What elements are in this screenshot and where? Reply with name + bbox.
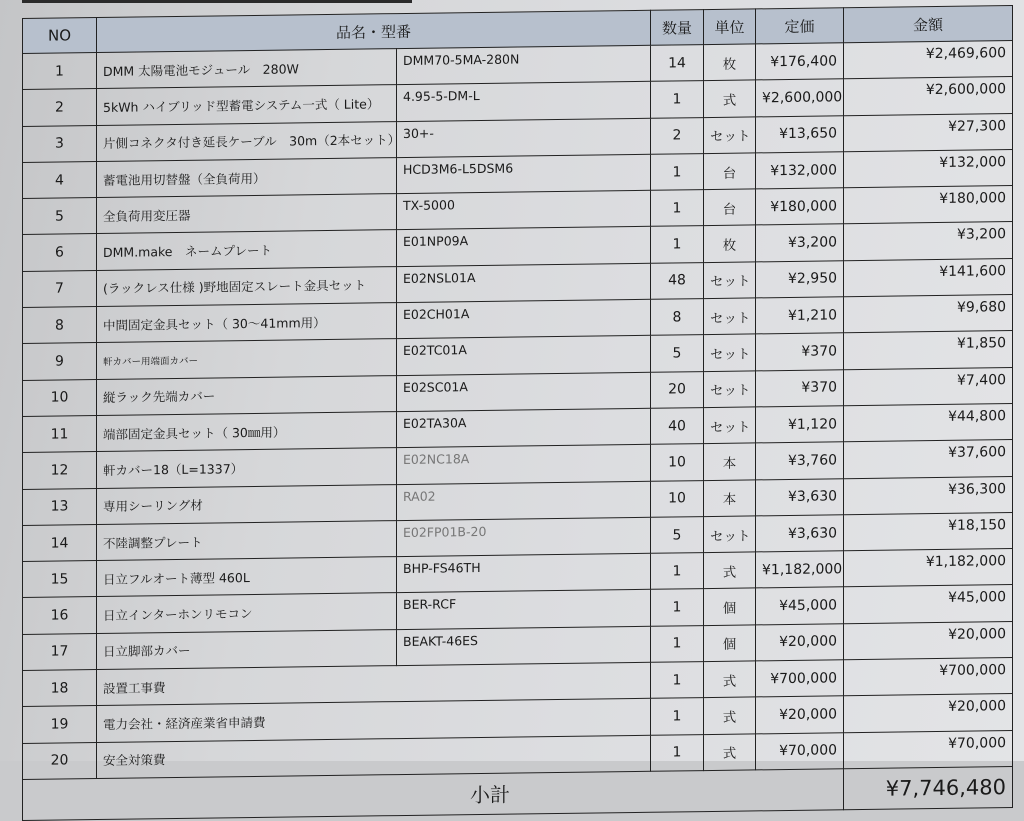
row-unit: 本 [704,443,756,480]
row-amount: ¥70,000 [844,730,1013,769]
row-name: 電力会社・経済産業省申請費 [97,699,651,743]
row-price: ¥1,120 [756,406,844,443]
row-model: TX-5000 [397,190,651,230]
row-amount: ¥18,150 [844,512,1013,551]
row-unit: 台 [704,189,756,226]
row-model: E02SC01A [397,372,651,412]
row-qty: 1 [651,226,704,263]
row-no: 2 [23,89,97,126]
row-qty: 10 [651,444,704,481]
row-model: 4.95-5-DM-L [397,82,651,122]
row-qty: 5 [651,335,704,372]
row-no: 17 [23,633,97,670]
row-no: 14 [23,524,97,561]
row-no: 18 [23,670,97,707]
row-amount: ¥7,400 [844,367,1013,406]
header-unit: 単位 [704,9,756,45]
quotation-sheet [22,5,1012,821]
row-name: DMM.make ネームプレート [97,230,397,270]
row-price: ¥45,000 [756,587,844,624]
row-name: DMM 太陽電池モジュール 280W [97,49,397,89]
row-qty: 1 [651,153,704,190]
row-amount: ¥20,000 [844,694,1013,733]
row-unit: セット [704,116,756,153]
row-unit: 式 [704,661,756,698]
row-model: E02TC01A [397,336,651,376]
row-unit: セット [704,262,756,299]
row-name: 縦ラック先端カバー [97,375,397,415]
row-unit: 式 [704,552,756,589]
row-qty: 2 [651,117,704,154]
row-no: 16 [23,597,97,634]
row-name: 日立脚部カバー [97,629,397,669]
row-model: 30+- [397,118,651,158]
row-qty: 1 [651,81,704,118]
row-price: ¥20,000 [756,623,844,660]
row-model: E02TA30A [397,408,651,448]
row-unit: 本 [704,479,756,516]
row-name: 端部固定金具セット（ 30㎜用） [97,412,397,452]
row-unit: 台 [704,153,756,190]
row-unit: 式 [704,80,756,117]
row-model: BEAKT-46ES [397,626,651,666]
row-no: 11 [23,415,97,452]
row-name: 専用シーリング材 [97,484,397,524]
row-price: ¥70,000 [756,732,844,769]
row-unit: セット [704,516,756,553]
row-price: ¥3,760 [756,442,844,479]
row-no: 8 [23,307,97,344]
row-qty: 48 [651,262,704,299]
row-qty: 1 [651,190,704,227]
row-unit: 枚 [704,225,756,262]
top-rule-line [22,0,412,3]
row-model: DMM70-5MA-280N [397,45,651,85]
row-model: E02FP01B-20 [397,517,651,557]
row-name: 軒カバー用端面カバー [97,339,397,379]
row-qty: 10 [651,480,704,517]
row-model: RA02 [397,481,651,521]
row-no: 5 [23,198,97,235]
row-no: 20 [23,742,97,779]
row-price: ¥370 [756,369,844,406]
row-no: 13 [23,488,97,525]
row-amount: ¥132,000 [844,149,1013,188]
row-unit: セット [704,298,756,335]
row-qty: 14 [651,45,704,82]
row-name: 5kWh ハイブリッド型蓄電システム一式（ Lite） [97,85,397,125]
row-no: 6 [23,234,97,271]
row-name: 片側コネクタ付き延長ケーブル 30m（2本セット） [97,121,397,161]
row-unit: セット [704,371,756,408]
row-amount: ¥1,182,000 [844,549,1013,588]
header-amount: 金額 [844,6,1013,43]
row-name: 安全対策費 [97,735,651,779]
row-model: E02CH01A [397,299,651,339]
row-amount: ¥180,000 [844,186,1013,225]
row-name: 軒カバー18（L=1337） [97,448,397,488]
row-amount: ¥2,600,000 [844,77,1013,116]
row-name: 蓄電池用切替盤（全負荷用） [97,157,397,197]
header-name-model: 品名・型番 [97,10,651,52]
row-unit: 式 [704,734,756,771]
row-qty: 1 [651,698,704,735]
row-model: E02NC18A [397,445,651,485]
row-unit: 枚 [704,44,756,81]
row-amount: ¥2,469,600 [844,41,1013,80]
row-price: ¥3,630 [756,478,844,515]
row-amount: ¥20,000 [844,621,1013,660]
row-model: HCD3M6-L5DSM6 [397,154,651,194]
subtotal-value: ¥7,746,480 [844,766,1013,809]
row-no: 19 [23,706,97,743]
row-amount: ¥3,200 [844,222,1013,261]
row-amount: ¥36,300 [844,476,1013,515]
row-name: 日立インターホンリモコン [97,593,397,633]
row-amount: ¥45,000 [844,585,1013,624]
row-qty: 1 [651,589,704,626]
row-qty: 1 [651,662,704,699]
row-no: 4 [23,161,97,198]
row-qty: 8 [651,299,704,336]
row-qty: 1 [651,625,704,662]
row-name: 全負荷用変圧器 [97,194,397,234]
row-name: (ラックレス仕様 )野地固定スレート金具セット [97,266,397,306]
row-price: ¥700,000 [756,660,844,697]
row-amount: ¥141,600 [844,258,1013,297]
quotation-table [22,5,1013,821]
row-qty: 1 [651,734,704,771]
row-no: 9 [23,343,97,380]
row-unit: 式 [704,697,756,734]
row-name: 設置工事費 [97,662,651,706]
row-amount: ¥44,800 [844,404,1013,443]
row-price: ¥1,210 [756,297,844,334]
row-price: ¥2,950 [756,261,844,298]
row-no: 10 [23,379,97,416]
row-amount: ¥9,680 [844,295,1013,334]
row-price: ¥180,000 [756,188,844,225]
row-amount: ¥700,000 [844,658,1013,697]
row-qty: 1 [651,553,704,590]
header-quantity: 数量 [651,10,704,46]
subtotal-label: 小計 [23,769,844,821]
row-no: 15 [23,561,97,598]
row-qty: 40 [651,408,704,445]
row-price: ¥370 [756,333,844,370]
row-unit: 個 [704,588,756,625]
row-model: E01NP09A [397,227,651,267]
row-price: ¥13,650 [756,115,844,152]
row-amount: ¥37,600 [844,440,1013,479]
row-price: ¥1,182,000 [756,551,844,588]
row-price: ¥3,200 [756,224,844,261]
row-price: ¥176,400 [756,43,844,80]
row-price: ¥20,000 [756,696,844,733]
row-no: 3 [23,125,97,162]
row-qty: 5 [651,516,704,553]
row-unit: セット [704,407,756,444]
row-amount: ¥1,850 [844,331,1013,370]
row-unit: セット [704,334,756,371]
row-name: 日立フルオート薄型 460L [97,557,397,597]
row-no: 12 [23,452,97,489]
row-no: 1 [23,53,97,90]
row-name: 中間固定金具セット（ 30～41mm用） [97,303,397,343]
header-no: NO [23,18,97,54]
row-price: ¥132,000 [756,152,844,189]
row-no: 7 [23,270,97,307]
row-unit: 個 [704,625,756,662]
row-name: 不陸調整プレート [97,520,397,560]
row-qty: 20 [651,371,704,408]
row-model: BHP-FS46TH [397,553,651,593]
row-model: E02NSL01A [397,263,651,303]
header-unit-price: 定価 [756,8,844,44]
row-model: BER-RCF [397,590,651,630]
row-price: ¥3,630 [756,515,844,552]
row-price: ¥2,600,000 [756,79,844,116]
row-amount: ¥27,300 [844,113,1013,152]
